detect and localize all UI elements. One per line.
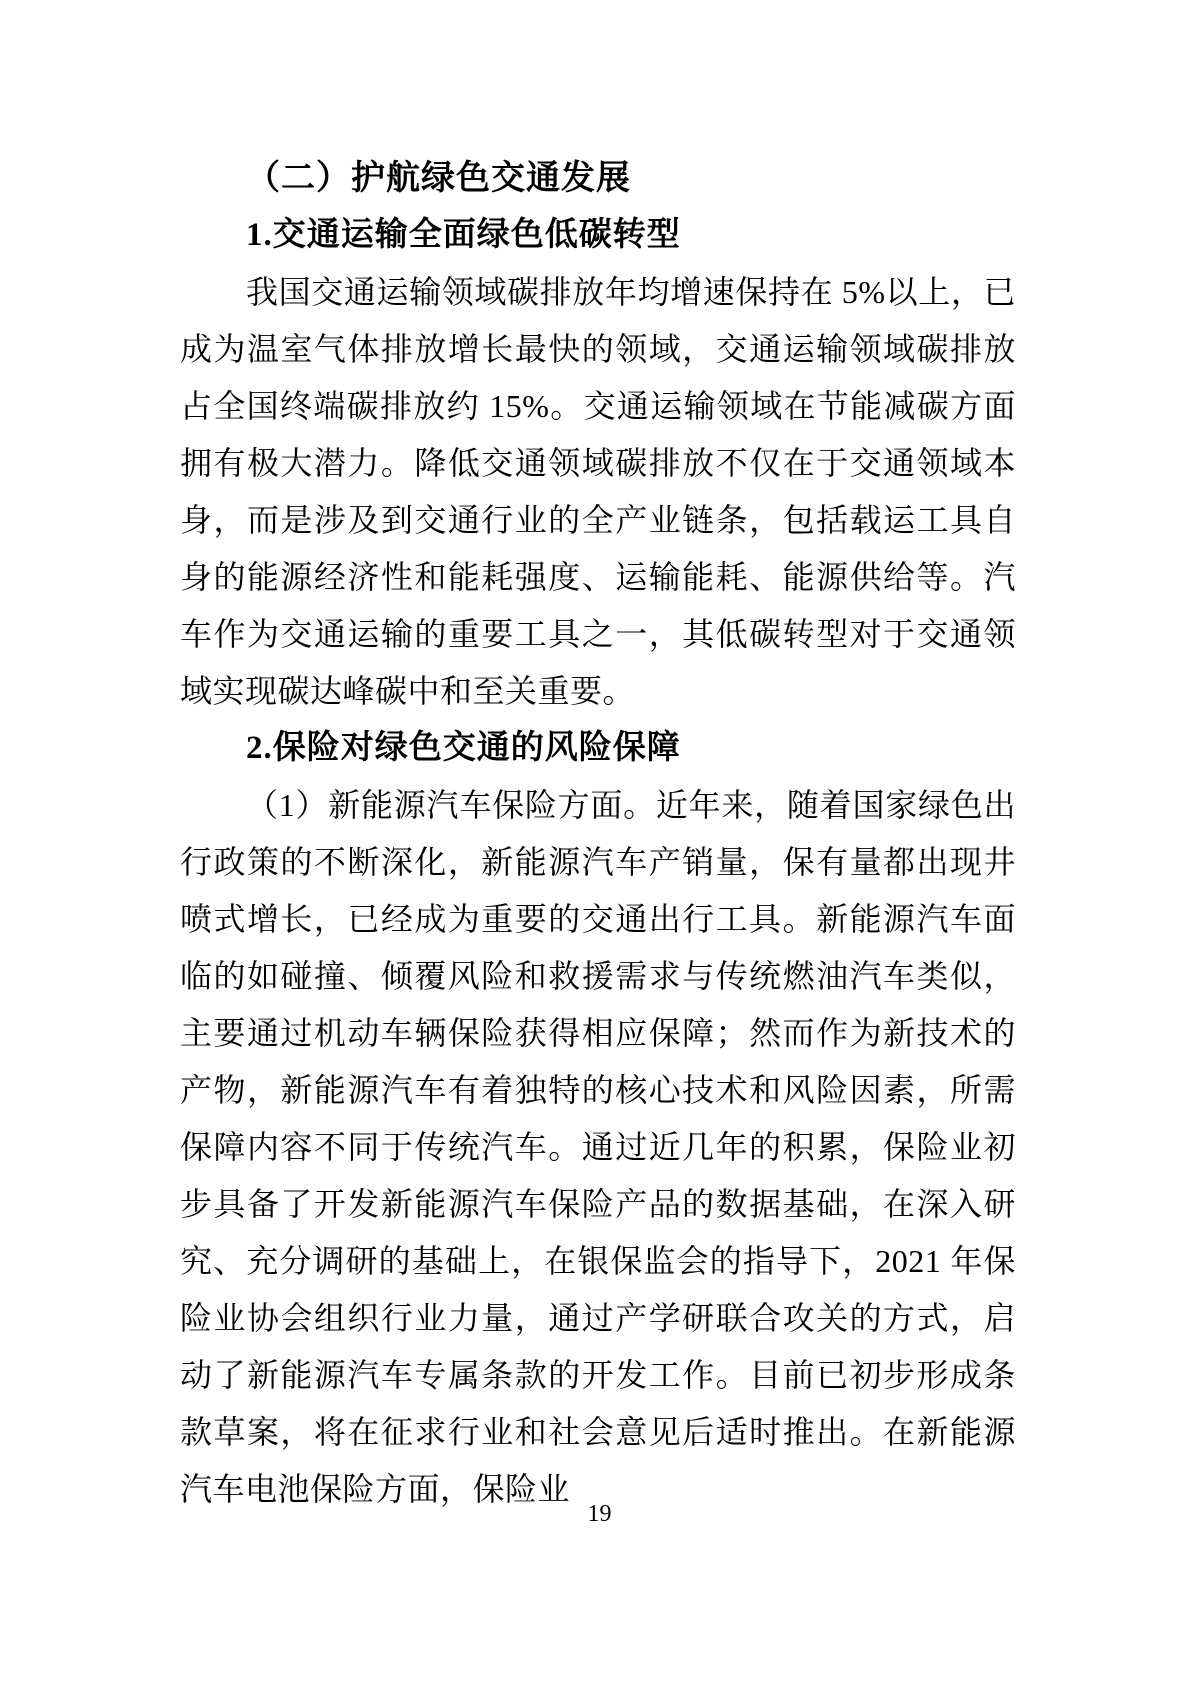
subsection-1-paragraph: 我国交通运输领域碳排放年均增速保持在 5%以上，已成为温室气体排放增长最快的领域，交通运输领域碳排放占全国终端碳排放约 15%。交通运输领域在节能减碳方面拥有极大潜力。降低交通领域碳排放不仅在于交通领域本身，而是涉及到交通行业的全产业链条，包括载运工具自身的能源经济性和能耗强度、运输能耗、能源供给等。汽车作为交通运输的重要工具之一，其低碳转型对于交通领域实现碳达峰碳中和至关重要。 — [180, 274, 1016, 709]
section-heading: （二）护航绿色交通发展 — [246, 160, 631, 197]
page-number: 19 — [587, 1501, 612, 1527]
subsection-2-heading: 2.保险对绿色交通的风险保障 — [246, 730, 681, 766]
subsection-2-paragraph: （1）新能源汽车保险方面。近年来，随着国家绿色出行政策的不断深化，新能源汽车产销量，保有量都出现井喷式增长，已经成为重要的交通出行工具。新能源汽车面临的如碰撞、倾覆风险和救援需求与传统燃油汽车类似，主要通过机动车辆保险获得相应保障；然而作为新技术的产物，新能源汽车有着独特的核心技术和风险因素，所需保障内容不同于传统汽车。通过近几年的积累，保险业初步具备了开发新能源汽车保险产品的数据基础，在深入研究、充分调研的基础上，在银保监会的指导下，2021 年保险业协会组织行业力量，通过产学研联合攻关的方式，启动了新能源汽车专属条款的开发工作。目前已初步形成条款草案，将在征求行业和社会意见后适时推出。在新能源汽车电池保险方面，保险业 — [180, 787, 1016, 1507]
subsection-1-heading: 1.交通运输全面绿色低碳转型 — [246, 217, 681, 253]
page-content — [180, 150, 1016, 1518]
